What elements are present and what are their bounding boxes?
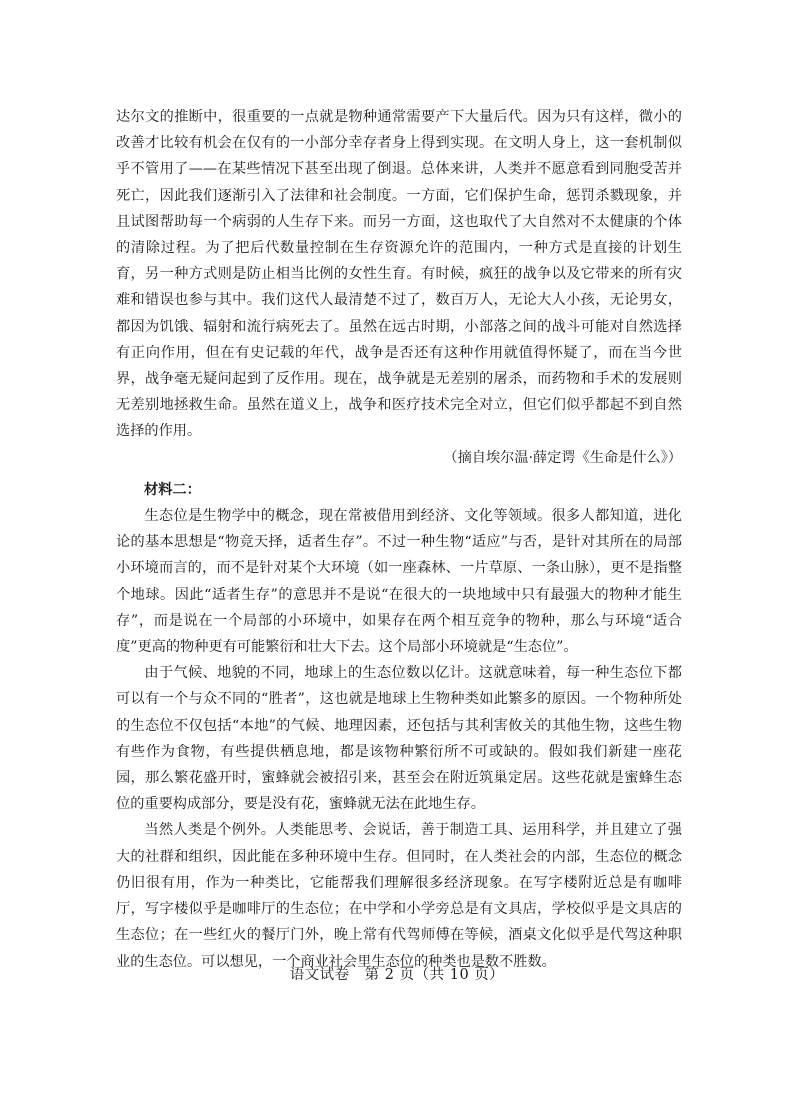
material1-paragraph: 达尔文的推断中，很重要的一点就是物种通常需要产下大量后代。因为只有这样，微小的改善才比较有机会在仅有的一小部分幸存者身上得到实现。在文明人身上，这一套机制似乎不管用了——在某些情况下甚至出现了倒退。总体来讲，人类并不愿意看到同胞受苦并死亡，因此我们逐渐引入了法律和社会制度。一方面，它们保护生命，惩罚杀戮现象，并且试图帮助每一个病弱的人生存下来。而另一方面，这也取代了大自然对不太健康的个体的清除过程。为了把后代数量控制在生存资源允许的范围内，一种方式是直接的计划生育，另一种方式则是防止相当比例的女性生育。有时候，疯狂的战争以及它带来的所有灾难和错误也参与其中。我们这代人最清楚不过了，数百万人，无论大人小孩，无论男女，都因为饥饿、辐射和流行病死去了。虽然在远古时期，小部落之间的战斗可能对自然选择有正向作用，但在有史记载的年代，战争是否还有这种作用就值得怀疑了，而在当今世界，战争毫无疑问起到了反作用。现在，战争就是无差别的屠杀，而药物和手术的发展则无差别地拯救生命。虽然在道义上，战争和医疗技术完全对立，但它们似乎都起不到自然选择的作用。 xyxy=(116,109,682,440)
material2-paragraph-2: 由于气候、地貌的不同，地球上的生态位数以亿计。这就意味着，每一种生态位下都可以有一个与众不同的“胜者”，这也就是地球上生物种类如此繁多的原因。一个物种所处的生态位不仅包括“本地”的气候、地理因素，还包括与其利害攸关的其他生物，这些生物有些作为食物，有些提供栖息地，都是该物种繁衍所不可或缺的。假如我们新建一座花园，那么繁花盛开时，蜜蜂就会被招引来，甚至会在附近筑巢定居。这些花就是蜜蜂生态位的重要构成部分，要是没有花，蜜蜂就无法在此地生存。 xyxy=(116,665,682,813)
material1-citation: （摘自埃尔温·薛定谔《生命是什么》） xyxy=(443,449,682,466)
exam-page-body xyxy=(116,104,682,975)
material2-paragraph-1: 生态位是生物学中的概念，现在常被借用到经济、文化等领域。很多人都知道，进化论的基本思想是“物竞天择，适者生存”。不过一种生物“适应”与否，是针对其所在的局部小环境而言的，而不是针对某个大环境（如一座森林、一片草原、一条山脉），更不是指整个地球。因此“适者生存”的意思并不是说“在很大的一块地域中只有最强大的物种才能生存”，而是说在一个局部的小环境中，如果存在两个相互竞争的物种，那么与环境“适合度”更高的物种更有可能繁衍和壮大下去。这个局部小环境就是“生态位”。 xyxy=(116,508,682,656)
material2-paragraph-3: 当然人类是个例外。人类能思考、会说话，善于制造工具、运用科学，并且建立了强大的社群和组织，因此能在多种环境中生存。但同时，在人类社会的内部，生态位的概念仍旧很有用，作为一种类比，它能帮我们理解很多经济现象。在写字楼附近总是有咖啡厅，写字楼似乎是咖啡厅的生态位；在中学和小学旁总是有文具店，学校似乎是文具店的生态位；在一些红火的餐厅门外，晚上常有代驾师傅在等候，酒桌文化似乎是代驾这种职业的生态位。可以想见，一个商业社会里生态位的种类也是数不胜数。 xyxy=(116,822,682,970)
material2-label: 材料二： xyxy=(144,481,201,498)
page-footer: 语文试卷 第 2 页（共 10 页） xyxy=(289,967,505,983)
